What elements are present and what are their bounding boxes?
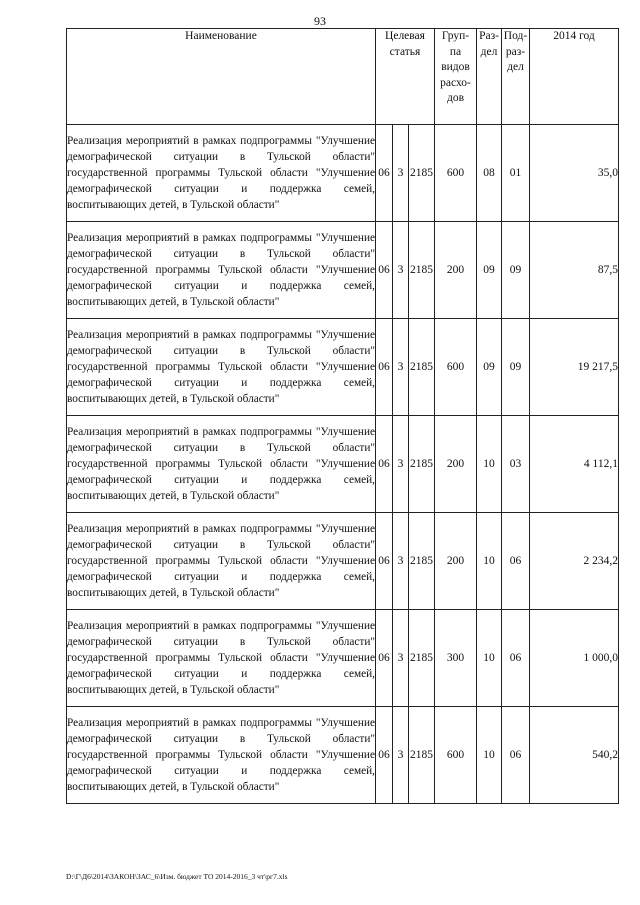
header-target-article: Целевая статья [376,29,435,125]
row-target-program-code: 06 [376,319,393,416]
row-target-direction-code: 2185 [409,319,435,416]
row-section: 09 [477,222,502,319]
row-expense-group: 600 [435,319,477,416]
row-target-program-code: 06 [376,610,393,707]
row-target-subprogram-code: 3 [393,610,409,707]
table-row [67,513,619,610]
header-year-2014: 2014 год [530,29,619,125]
row-section: 08 [477,125,502,222]
row-target-direction-code: 2185 [409,513,435,610]
row-target-program-code: 06 [376,222,393,319]
row-target-subprogram-code: 3 [393,222,409,319]
row-expense-group: 200 [435,222,477,319]
row-amount-2014: 1 000,0 [530,610,619,707]
table-row [67,222,619,319]
row-target-direction-code: 2185 [409,125,435,222]
row-subsection: 06 [502,513,530,610]
row-target-direction-code: 2185 [409,610,435,707]
row-amount-2014: 4 112,1 [530,416,619,513]
table-row [67,610,619,707]
row-target-subprogram-code: 3 [393,707,409,804]
header-expense-group: Груп-па видов расхо-дов [435,29,477,125]
row-target-direction-code: 2185 [409,707,435,804]
row-name-cell: Реализация мероприятий в рамках подпрограммы "Улучшение демографической ситуации в Тульской области" государственной программы Тульской области "Улучшение демографической ситуации и поддержка семей, воспитывающих детей, в Тульской области" [67,416,376,513]
row-section: 10 [477,416,502,513]
row-name-cell: Реализация мероприятий в рамках подпрограммы "Улучшение демографической ситуации в Тульской области" государственной программы Тульской области "Улучшение демографической ситуации и поддержка семей, воспитывающих детей, в Тульской области" [67,610,376,707]
row-name-cell: Реализация мероприятий в рамках подпрограммы "Улучшение демографической ситуации в Тульской области" государственной программы Тульской области "Улучшение демографической ситуации и поддержка семей, воспитывающих детей, в Тульской области" [67,707,376,804]
row-subsection: 06 [502,707,530,804]
row-subsection: 09 [502,319,530,416]
row-expense-group: 200 [435,513,477,610]
row-expense-group: 600 [435,707,477,804]
row-expense-group: 600 [435,125,477,222]
row-target-direction-code: 2185 [409,416,435,513]
row-target-subprogram-code: 3 [393,125,409,222]
row-target-subprogram-code: 3 [393,319,409,416]
row-target-program-code: 06 [376,125,393,222]
row-name-cell: Реализация мероприятий в рамках подпрограммы "Улучшение демографической ситуации в Тульской области" государственной программы Тульской области "Улучшение демографической ситуации и поддержка семей, воспитывающих детей, в Тульской области" [67,513,376,610]
row-subsection: 01 [502,125,530,222]
row-name-cell: Реализация мероприятий в рамках подпрограммы "Улучшение демографической ситуации в Тульской области" государственной программы Тульской области "Улучшение демографической ситуации и поддержка семей, воспитывающих детей, в Тульской области" [67,222,376,319]
header-name: Наименование [67,29,376,125]
file-path-footer: D:\Г\Д6\2014\ЗАКОН\ЗАС_6\Изм. бюджет ТО 2014-2016_3 чт\рг7.xls [66,872,288,881]
row-amount-2014: 19 217,5 [530,319,619,416]
budget-table [66,28,619,804]
header-subsection: Под-раз-дел [502,29,530,125]
table-row [67,125,619,222]
row-name-cell: Реализация мероприятий в рамках подпрограммы "Улучшение демографической ситуации в Тульской области" государственной программы Тульской области "Улучшение демографической ситуации и поддержка семей, воспитывающих детей, в Тульской области" [67,125,376,222]
row-amount-2014: 87,5 [530,222,619,319]
row-target-program-code: 06 [376,416,393,513]
row-subsection: 06 [502,610,530,707]
table-row [67,319,619,416]
table-row [67,707,619,804]
table-row [67,416,619,513]
row-section: 09 [477,319,502,416]
row-amount-2014: 540,2 [530,707,619,804]
row-target-subprogram-code: 3 [393,513,409,610]
page-number: 93 [314,14,326,28]
row-target-subprogram-code: 3 [393,416,409,513]
row-section: 10 [477,610,502,707]
row-target-program-code: 06 [376,513,393,610]
row-expense-group: 300 [435,610,477,707]
header-section: Раз-дел [477,29,502,125]
row-name-cell: Реализация мероприятий в рамках подпрограммы "Улучшение демографической ситуации в Тульской области" государственной программы Тульской области "Улучшение демографической ситуации и поддержка семей, воспитывающих детей, в Тульской области" [67,319,376,416]
row-section: 10 [477,707,502,804]
row-amount-2014: 35,0 [530,125,619,222]
row-target-direction-code: 2185 [409,222,435,319]
row-target-program-code: 06 [376,707,393,804]
row-subsection: 09 [502,222,530,319]
row-section: 10 [477,513,502,610]
header-row [67,29,619,125]
row-expense-group: 200 [435,416,477,513]
row-amount-2014: 2 234,2 [530,513,619,610]
row-subsection: 03 [502,416,530,513]
